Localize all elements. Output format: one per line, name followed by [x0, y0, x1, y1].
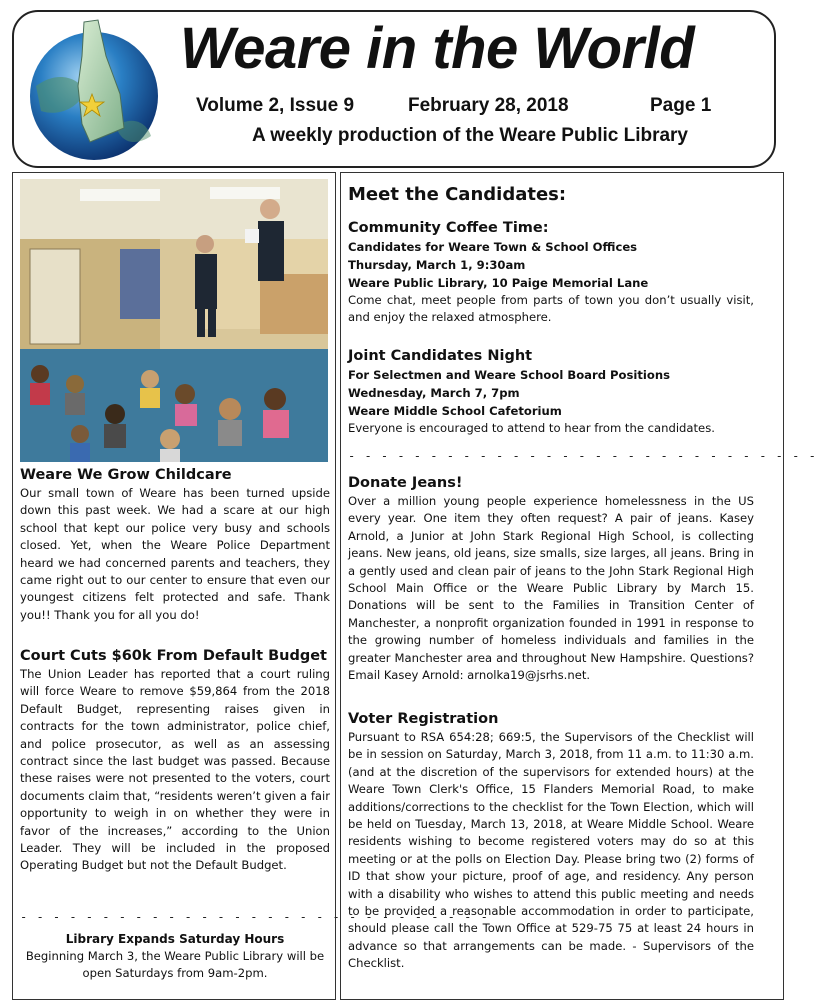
issue-date: February 28, 2018 — [408, 95, 569, 116]
candidates-heading: Meet the Candidates: — [348, 184, 567, 205]
coffee-story — [348, 219, 754, 327]
coffee-location: Weare Public Library, 10 Paige Memorial Lane — [348, 276, 649, 290]
classroom-police-photo — [20, 179, 328, 462]
voter-title: Voter Registration — [348, 711, 499, 727]
childcare-story — [20, 466, 330, 624]
page-number: Page 1 — [650, 95, 712, 116]
joint-positions: For Selectmen and Weare School Board Positions — [348, 368, 671, 382]
candidates-section — [348, 183, 754, 207]
library-hours-body: Beginning March 3, the Weare Public Library will be open Saturdays from 9am-2pm. — [25, 949, 325, 981]
coffee-datetime: Thursday, March 1, 9:30am — [348, 258, 526, 272]
court-title: Court Cuts $60k From Default Budget — [20, 648, 327, 664]
coffee-offices: Candidates for Weare Town & School Offices — [348, 240, 638, 254]
court-body: The Union Leader has reported that a court ruling will force Weare to remove $59,864 from the 2018 Default Budget, representing raises given in contracts for the town administrator, police chief, and police prosecutor, as well as an assessing contract since the last budget was passed. Because these raises were not presented to the voters, court documents claim that, “residents weren’t given a fair opportunity to weigh in on whether they were in favor of the increases,” according to the Union Leader. They will be included in the proposed Operating Budget but not the Default Budget. — [20, 667, 330, 873]
left-separator: - - - - - - - - - - - - - - - - - - - - - - - - - - - - - — [20, 910, 489, 924]
tagline: A weekly production of the Weare Public Library — [251, 125, 689, 146]
jeans-body: Over a million young people experience homelessness in the US every year. One item they often request? A pair of jeans. Kasey Arnold, a Junior at John Stark Regional High School, is collecting jeans. New jeans, old jeans, size smalls, size larges, all jeans. Bring in a gently used and clean pair of jeans to the John Stark Regional High School Main Office or the Weare Public Library by March 15. Donations will be sent to the Families in Transition Center of Manchester, a nonprofit organization founded in 1991 in response to the growing number of homeless individuals and families in the greater Manchester area and throughout New Hampshire. Questions? Email Kasey Arnold: arnolka19@jsrhs.net. — [348, 494, 754, 683]
newsletter-title: Weare in the World — [180, 16, 695, 81]
jeans-story — [348, 474, 754, 684]
volume-issue: Volume 2, Issue 9 — [196, 95, 355, 116]
right-separator: - - - - - - - - - - - - - - - - - - - - - - - - - - - - - — [348, 449, 817, 463]
coffee-body: Come chat, meet people from parts of town you don’t usually visit, and enjoy the relaxed atmosphere. — [348, 293, 754, 325]
joint-location: Weare Middle School Cafetorium — [348, 404, 562, 418]
coffee-title: Community Coffee Time: — [348, 220, 549, 236]
joint-night-story — [348, 347, 754, 437]
joint-body: Everyone is encouraged to attend to hear from the candidates. — [348, 421, 715, 435]
court-story — [20, 647, 330, 875]
childcare-title: Weare We Grow Childcare — [20, 467, 232, 483]
jeans-title: Donate Jeans! — [348, 475, 463, 491]
globe-logo-icon — [16, 16, 176, 166]
library-hours-story — [20, 930, 330, 983]
joint-title: Joint Candidates Night — [348, 348, 533, 364]
library-hours-title: Library Expands Saturday Hours — [65, 932, 285, 946]
voter-story — [348, 710, 754, 973]
joint-datetime: Wednesday, March 7, 7pm — [348, 386, 520, 400]
childcare-body: Our small town of Weare has been turned upside down this past week. We had a scare at our high school that kept our police very busy and schools closed. Yet, when the Weare Police Department heard we had concerned parents and teachers, they came right out to our center to ensure that even our youngest citizens felt protected and safe. Thank you!! Thank you for all you do! — [20, 486, 330, 622]
voter-body: Pursuant to RSA 654:28; 669:5, the Supervisors of the Checklist will be in session on Saturday, March 3, 2018, from 11 a.m. to 11:30 a.m. (and at the discretion of the supervisors for extended hours) at the Weare Town Clerk's Office, 15 Flanders Memorial Road, to make additions/corrections to the checklist for the Town Election, which will be held on Tuesday, March 13, 2018, at Weare Middle School. Weare residents wishing to become registered voters may do so at this meeting or at the polls on Election Day. Please bring two (2) forms of ID that show your picture, proof of age, and residency. Any person with a disability who wishes to attend this public meeting and needs to be provided a reasonable accommodation in order to participate, should please call the Town Office at 529-75 75 at least 24 hours in advance so that arrangements can be made. - Supervisors of the Checklist. — [348, 730, 754, 971]
